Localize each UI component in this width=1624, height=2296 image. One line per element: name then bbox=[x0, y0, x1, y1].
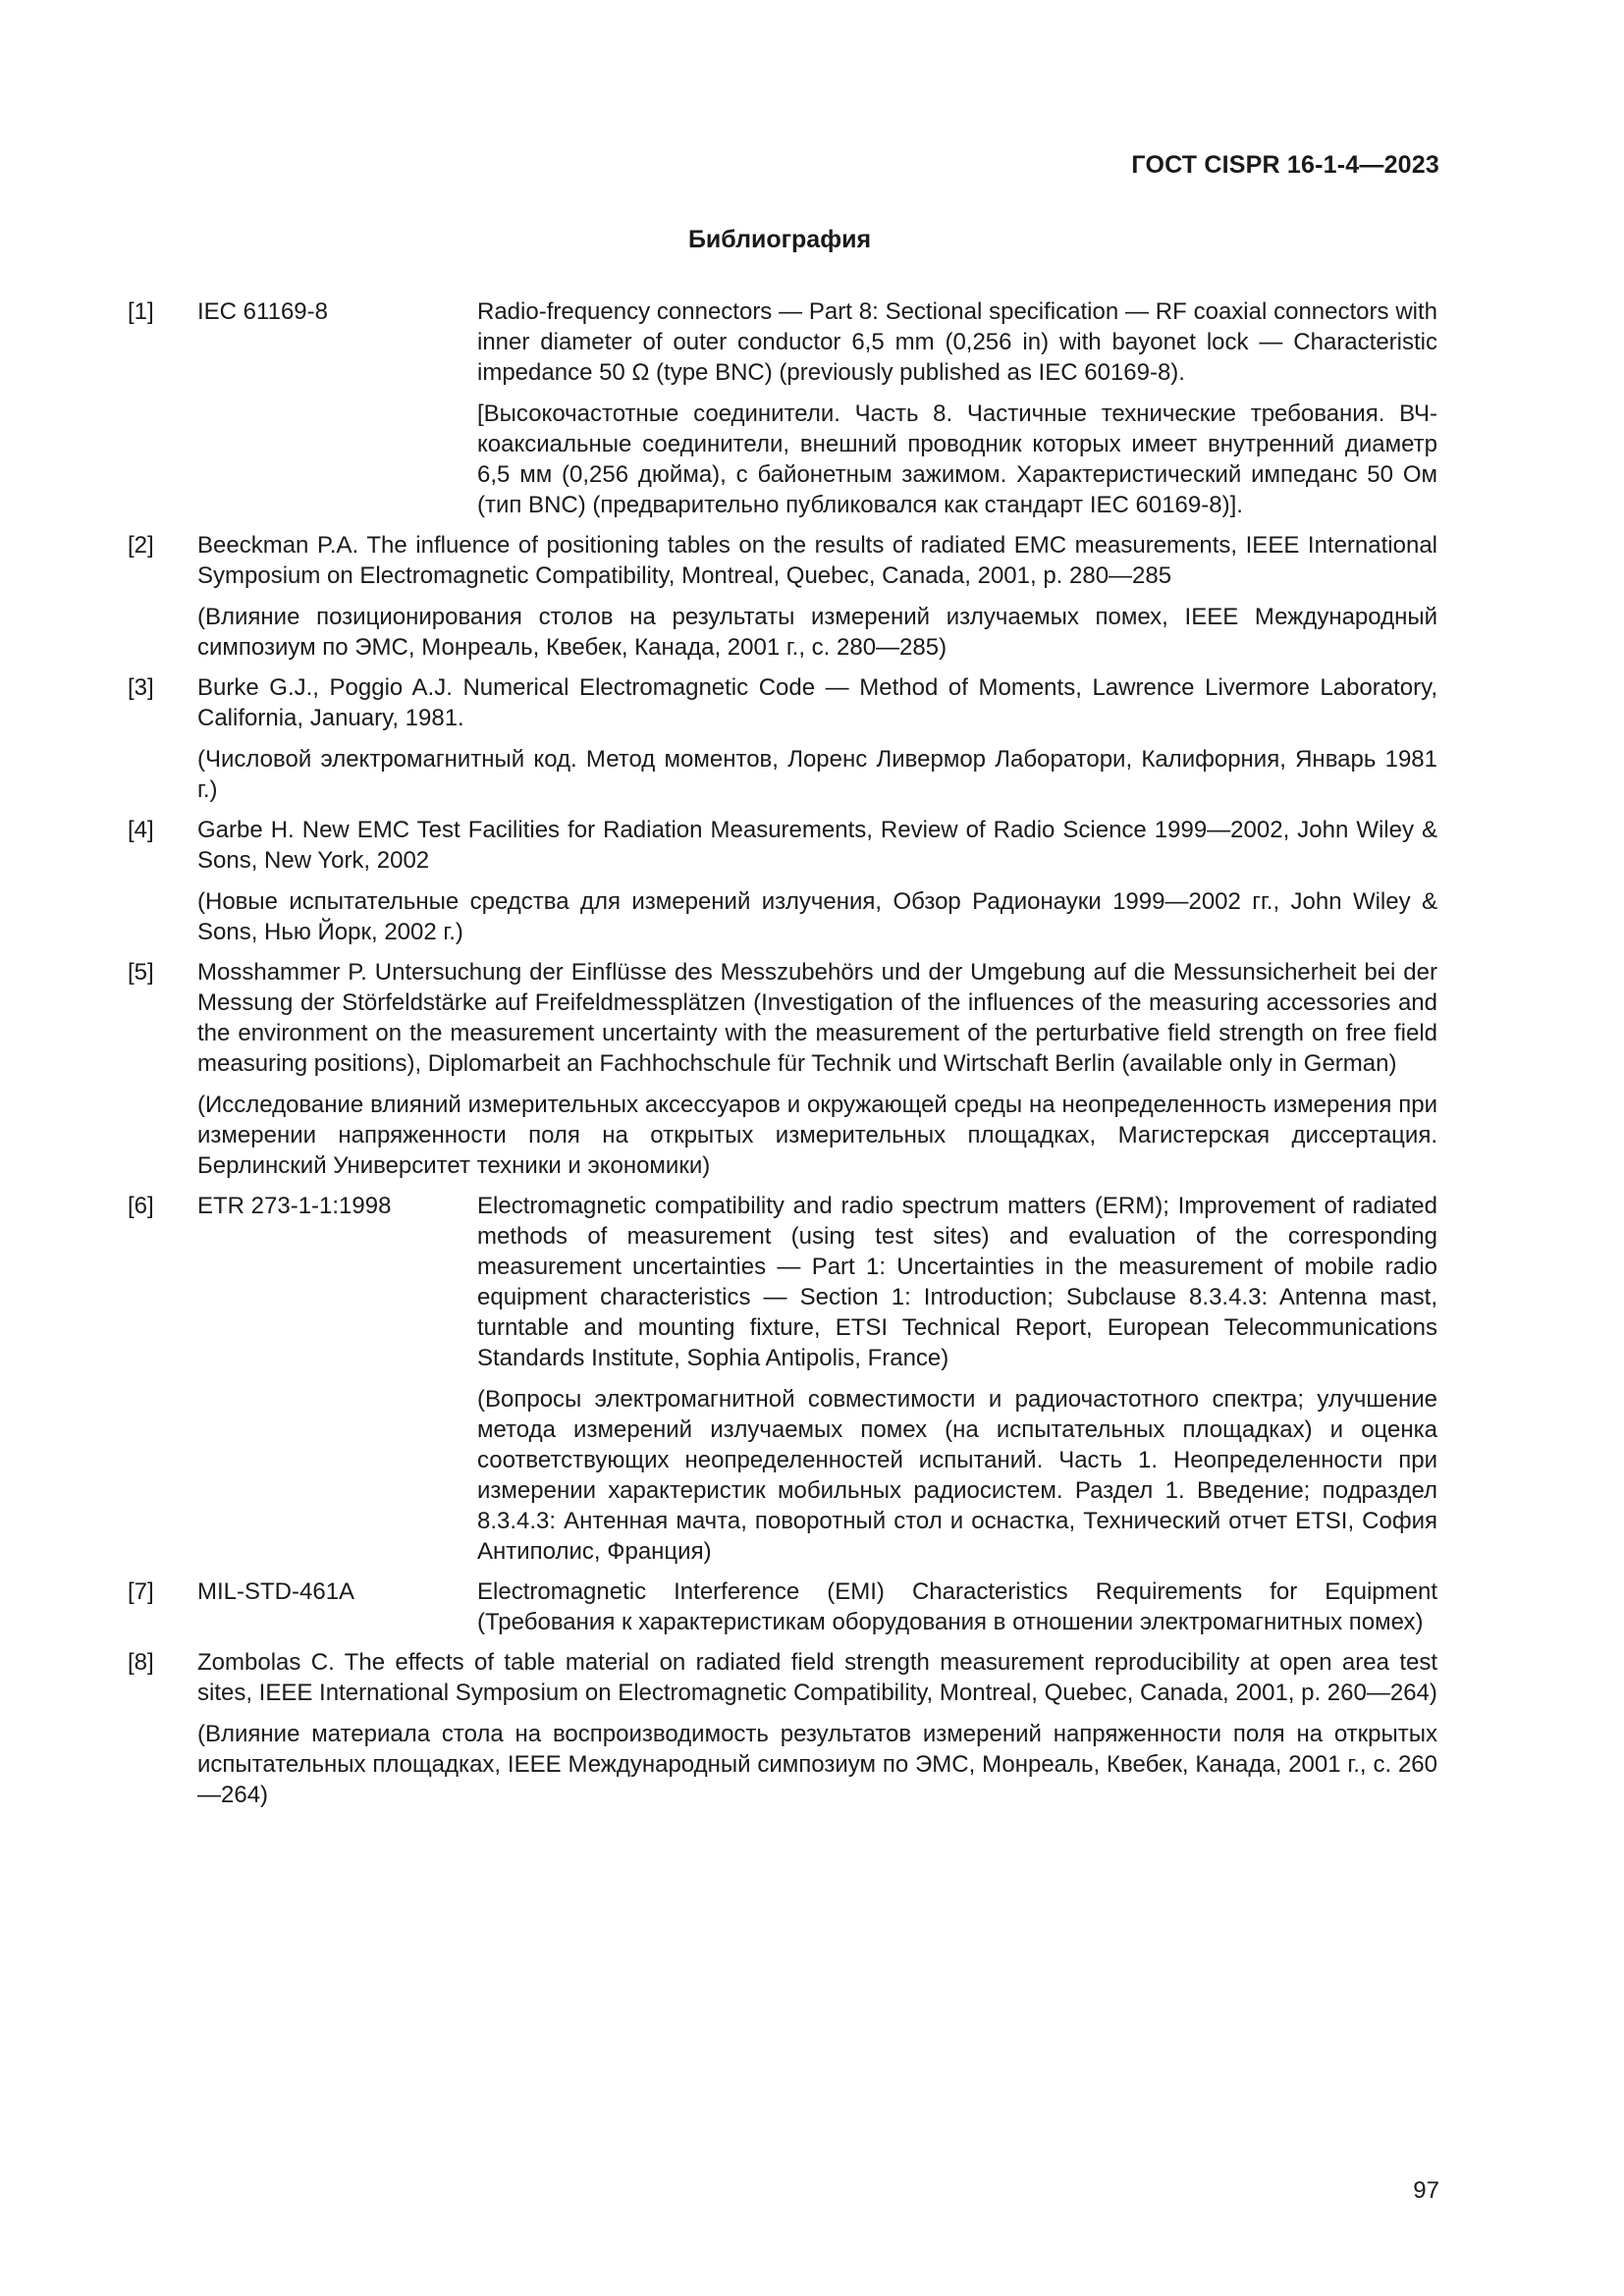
reference-original-text: Mosshammer P. Untersuchung der Einflüsse des Messzubehörs und der Umgebung auf die Messunsicherheit bei der Messung der Störfeldstärke auf Freifeldmessplätzen (Investigation of the influences of the measuring accessories and the environment on the measurement uncertainty with the measurement of the perturbative field strength on free field measuring positions), Diplomarbeit an Fachhochschule für Technik und Wirtschaft Berlin (available only in German) bbox=[197, 959, 1437, 1077]
bibliography-list bbox=[128, 296, 1437, 1820]
reference-8 bbox=[128, 1647, 1437, 1810]
reference-body bbox=[477, 296, 1437, 520]
page-title: Библиография bbox=[687, 226, 872, 253]
reference-5 bbox=[128, 957, 1437, 1181]
reference-4 bbox=[128, 815, 1437, 947]
reference-body bbox=[477, 1576, 1437, 1637]
reference-standard-id: MIL-STD-461A bbox=[197, 1578, 355, 1605]
reference-body bbox=[197, 1647, 1437, 1810]
page-number: 97 bbox=[1413, 2177, 1439, 2204]
reference-number: [5] bbox=[128, 959, 154, 986]
reference-translation: (Вопросы электромагнитной совместимости и радиочастотного спектра; улучшение метода измерений излучаемых помех (на испытательных площадках) и оценка соответствующих неопределенностей испытаний. Часть 1. Неопределенности при измерении характеристик мобильных радиосистем. Раздел 1. Введение; подраздел 8.3.4.3: Антенная мачта, поворотный стол и оснастка, Технический отчет ETSI, София Антиполис, Франция) bbox=[477, 1386, 1437, 1565]
reference-1 bbox=[128, 296, 1437, 520]
reference-original-text: Electromagnetic compatibility and radio spectrum matters (ERM); Improvement of radiated methods of measurement (using test sites) and evaluation of the corresponding measurement uncertainties — Part 1: Uncertainties in the measurement of mobile radio equipment characteristics — Section 1: Introduction; Subclause 8.3.4.3: Antenna mast, turntable and mounting fixture, ETSI Technical Report, European Telecommunications Standards Institute, Sophia Antipolis, France) bbox=[477, 1193, 1437, 1371]
reference-body bbox=[197, 815, 1437, 947]
reference-translation: (Исследование влияний измерительных аксессуаров и окружающей среды на неопределенность измерения при измерении напряженности поля на открытых измерительных площадках, Магистерская диссертация. Берлинский Университет техники и экономики) bbox=[197, 1092, 1437, 1179]
reference-original-text: Radio-frequency connectors — Part 8: Sectional specification — RF coaxial connectors with inner diameter of outer conductor 6,5 mm (0,256 in) with bayonet lock — Characteristic impedance 50 Ω (type BNC) (previously published as IEC 60169-8). bbox=[477, 298, 1437, 386]
reference-number: [1] bbox=[128, 298, 154, 325]
reference-number: [7] bbox=[128, 1578, 154, 1605]
reference-7 bbox=[128, 1576, 1437, 1637]
reference-6 bbox=[128, 1191, 1437, 1567]
reference-number: [8] bbox=[128, 1649, 154, 1676]
reference-translation: (Влияние позиционирования столов на результаты измерений излучаемых помех, IEEE Международный симпозиум по ЭМС, Монреаль, Квебек, Канада, 2001 г., с. 280—285) bbox=[197, 604, 1437, 661]
reference-2 bbox=[128, 530, 1437, 663]
reference-number: [6] bbox=[128, 1193, 154, 1219]
document-code: ГОСТ CISPR 16-1-4—2023 bbox=[1131, 151, 1439, 179]
reference-original-text: Electromagnetic Interference (EMI) Characteristics Requirements for Equipment (Требования к характеристикам оборудования в отношении электромагнитных помех) bbox=[477, 1578, 1437, 1635]
reference-original-text: Garbe H. New EMC Test Facilities for Radiation Measurements, Review of Radio Science 1999—2002, John Wiley & Sons, New York, 2002 bbox=[197, 817, 1437, 874]
reference-body bbox=[197, 530, 1437, 663]
reference-original-text: Zombolas C. The effects of table material on radiated field strength measurement reproducibility at open area test sites, IEEE International Symposium on Electromagnetic Compatibility, Montreal, Quebec, Canada, 2001, p. 260—264) bbox=[197, 1649, 1437, 1706]
reference-translation: (Влияние материала стола на воспроизводимость результатов измерений напряженности поля на открытых испытательных площадках, IEEE Международный симпозиум по ЭМС, Монреаль, Квебек, Канада, 2001 г., с. 260—264) bbox=[197, 1721, 1437, 1808]
reference-standard-id: IEC 61169-8 bbox=[197, 298, 328, 325]
reference-number: [3] bbox=[128, 674, 154, 701]
reference-original-text: Burke G.J., Poggio A.J. Numerical Electromagnetic Code — Method of Moments, Lawrence Livermore Laboratory, California, January, 1981. bbox=[197, 674, 1437, 731]
reference-translation: (Числовой электромагнитный код. Метод моментов, Лоренс Ливермор Лаборатори, Калифорния, Январь 1981 г.) bbox=[197, 746, 1437, 803]
reference-number: [4] bbox=[128, 817, 154, 843]
reference-number: [2] bbox=[128, 532, 154, 559]
reference-original-text: Beeckman P.A. The influence of positioning tables on the results of radiated EMC measurements, IEEE International Symposium on Electromagnetic Compatibility, Montreal, Quebec, Canada, 2001, p. 280—285 bbox=[197, 532, 1437, 589]
reference-translation: [Высокочастотные соединители. Часть 8. Частичные технические требования. ВЧ-коаксиальные соединители, внешний проводник которых имеет внутренний диаметр 6,5 мм (0,256 дюйма), с байонетным зажимом. Характеристический импеданс 50 Ом (тип BNC) (предварительно публиковался как стандарт IEC 60169-8)]. bbox=[477, 400, 1437, 518]
reference-standard-id: ETR 273-1-1:1998 bbox=[197, 1193, 392, 1219]
reference-translation: (Новые испытательные средства для измерений излучения, Обзор Радионауки 1999—2002 гг., John Wiley & Sons, Нью Йорк, 2002 г.) bbox=[197, 888, 1437, 945]
reference-body bbox=[197, 957, 1437, 1181]
reference-body bbox=[197, 672, 1437, 805]
reference-3 bbox=[128, 672, 1437, 805]
reference-body bbox=[477, 1191, 1437, 1567]
